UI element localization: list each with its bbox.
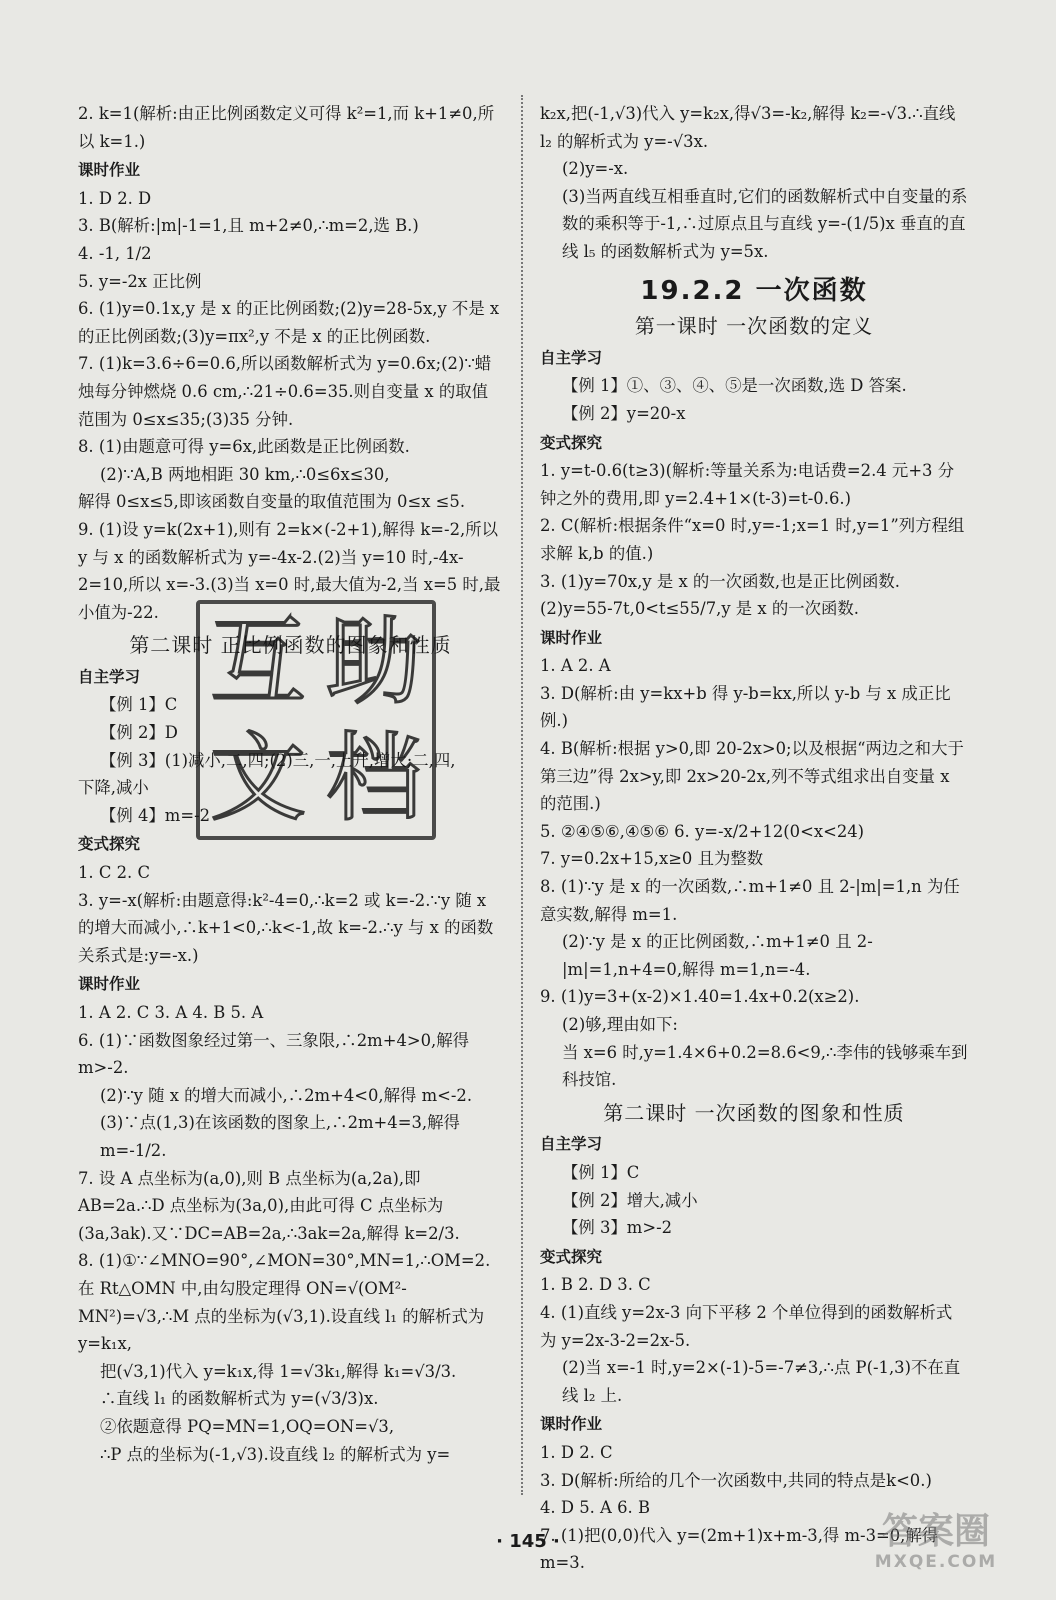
stamp-char: 互 — [210, 606, 306, 718]
subsection-heading: 课时作业 — [540, 1415, 603, 1434]
answer-line: (2)当 x=-1 时,y=2×(-1)-5=-7≠3,∴点 P(-1,3)不在直线 l₂ 上. — [562, 1358, 961, 1405]
answer-line: 7. 设 A 点坐标为(a,0),则 B 点坐标为(a,2a),即 AB=2a.∴D 点坐标为(3a,0),由此可得 C 点坐标为(3a,3ak).又∵DC=AB=2a,∴3ak=2a,解得 k=2/3. — [78, 1168, 460, 1243]
answer-line: 1. B 2. D 3. C — [540, 1275, 651, 1295]
subsection-heading: 自主学习 — [540, 1135, 603, 1154]
answer-line: 4. D 5. A 6. B — [540, 1498, 650, 1518]
answer-line: 4. B(解析:根据 y>0,即 20-2x>0;以及根据“两边之和大于第三边”得 2x>y,即 2x>20-2x,列不等式组求出自变量 x 的范围.) — [540, 739, 964, 814]
answer-line: 1. A 2. C 3. A 4. B 5. A — [78, 1003, 264, 1022]
answer-line: 8. (1)∵y 是 x 的一次函数,∴m+1≠0 且 2-|m|=1,n 为任意实数,解得 m=1. — [540, 877, 960, 924]
answer-line: 1. D 2. D — [78, 188, 152, 208]
answer-line: 【例 2】D — [100, 723, 178, 743]
answer-line: 8. (1)①∵∠MNO=90°,∠MON=30°,MN=1,∴OM=2.在 Rt△OMN 中,由勾股定理得 ON=√(OM²-MN²)=√3,∴M 点的坐标为(√3,1).设直线 l₁ 的解析式为 y=k₁x, — [78, 1251, 491, 1354]
answer-line: 4. (1)直线 y=2x-3 向下平移 2 个单位得到的函数解析式为 y=2x-3-2=2x-5. — [540, 1302, 953, 1350]
answer-line: 3. (1)y=70x,y 是 x 的一次函数,也是正比例函数.(2)y=55-7t,0<t≤55/7,y 是 x 的一次函数. — [540, 571, 901, 619]
answer-line: 解得 0≤x≤5,即该函数自变量的取值范围为 0≤x ≤5. — [78, 492, 466, 512]
answer-line: (2)y=-x. — [562, 159, 629, 179]
answer-line: 2. k=1(解析:由正比例函数定义可得 k²=1,而 k+1≠0,所以 k=1.) — [78, 104, 495, 151]
subsection-heading: 课时作业 — [78, 161, 141, 180]
answer-line: 3. y=-x(解析:由题意得:k²-4=0,∴k=2 或 k=-2.∵y 随 x 的增大而减小,∴k+1<0,∴k<-1,故 k=-2.∴y 与 x 的函数关系式是:y=-x.) — [78, 890, 494, 965]
answer-line: 【例 3】m>-2 — [562, 1218, 673, 1238]
subsection-heading: 课时作业 — [540, 628, 603, 647]
subsection-heading: 自主学习 — [540, 348, 603, 367]
answer-line: ∴P 点的坐标为(-1,√3).设直线 l₂ 的解析式为 y= — [100, 1444, 451, 1464]
answer-line: (2)∵y 随 x 的增大而减小,∴2m+4<0,解得 m<-2. — [100, 1085, 473, 1105]
answer-line: (2)∵y 是 x 的正比例函数,∴m+1≠0 且 2-|m|=1,n+4=0,解得 m=1,n=-4. — [562, 932, 873, 979]
page-number: · 145 · — [496, 1531, 560, 1552]
answer-line: 3. B(解析:|m|-1=1,且 m+2≠0,∴m=2,选 B.) — [78, 216, 419, 236]
answer-line: 1. y=t-0.6(t≥3)(解析:等量关系为:电话费=2.4 元+3 分钟之外的费用,即 y=2.4+1×(t-3)=t-0.6.) — [540, 461, 955, 508]
column-divider — [521, 95, 523, 1495]
answer-line: 把(√3,1)代入 y=k₁x,得 1=√3k₁,解得 k₁=√3/3. — [100, 1361, 457, 1381]
answer-line: 【例 2】y=20-x — [562, 403, 686, 423]
answer-line: 7. (1)把(0,0)代入 y=(2m+1)x+m-3,得 m-3=0,解得 m=3. — [540, 1525, 939, 1573]
answer-line: 【例 3】(1)减小,二,四;(2)三,一,上升,增大;二,四, — [100, 750, 456, 770]
corner-logo-watermark — [836, 1512, 1036, 1582]
answer-line: (3)当两直线互相垂直时,它们的函数解析式中自变量的系数的乘积等于-1,∴过原点且与直线 y=-(1/5)x 垂直的直线 l₅ 的函数解析式为 y=5x. — [562, 186, 968, 261]
section-title: 19.2.2 一次函数 — [640, 275, 868, 306]
answer-line: (3)∵点(1,3)在该函数的图象上,∴2m+4=3,解得 m=-1/2. — [100, 1113, 460, 1160]
stamp-char: 档 — [326, 722, 422, 834]
answer-line: 【例 1】C — [562, 1162, 640, 1182]
answer-line: 7. y=0.2x+15,x≥0 且为整数 — [540, 849, 764, 869]
answer-line: 【例 2】增大,减小 — [562, 1190, 698, 1210]
answer-line: 1. C 2. C — [78, 863, 150, 883]
subsection-heading: 变式探究 — [540, 1247, 603, 1266]
answer-line: 下降,减小 — [78, 778, 149, 798]
answer-line: ②依题意得 PQ=MN=1,OQ=ON=√3, — [100, 1416, 395, 1436]
corner-logo-text: 答案圈 — [881, 1511, 990, 1552]
answer-line: ∴直线 l₁ 的函数解析式为 y=(√3/3)x. — [100, 1389, 379, 1409]
answer-line: (2)够,理由如下: — [562, 1015, 678, 1034]
answer-line: 5. ②④⑤⑥,④⑤⑥ 6. y=-x/2+12(0<x<24) — [540, 821, 865, 841]
answer-line: 1. D 2. C — [540, 1442, 613, 1462]
answer-line: 7. (1)k=3.6÷6=0.6,所以函数解析式为 y=0.6x;(2)∵蜡烛每分钟燃烧 0.6 cm,∴21÷0.6=35.则自变量 x 的取值范围为 0≤x≤35;(3)35 分钟. — [78, 354, 492, 429]
answer-line: 3. D(解析:由 y=kx+b 得 y-b=kx,所以 y-b 与 x 成正比例.) — [540, 683, 951, 731]
answer-line: 【例 4】m=-2 — [100, 805, 211, 825]
answer-line: (2)∵A,B 两地相距 30 km,∴0≤6x≤30, — [100, 464, 390, 484]
stamp-char: 助 — [326, 606, 422, 718]
answer-line: 4. -1, 1/2 — [78, 243, 152, 263]
answer-line: 1. A 2. A — [540, 656, 611, 676]
answer-line: 3. D(解析:所给的几个一次函数中,共同的特点是k<0.) — [540, 1470, 932, 1490]
right-column — [540, 100, 968, 1577]
answer-line: 当 x=6 时,y=1.4×6+0.2=8.6<9,∴李伟的钱够乘车到科技馆. — [562, 1042, 968, 1090]
subsection-heading: 变式探究 — [78, 835, 141, 854]
answer-line: 9. (1)设 y=k(2x+1),则有 2=k×(-2+1),解得 k=-2,所以 y 与 x 的函数解析式为 y=-4x-2.(2)当 y=10 时,-4x-2=10,所以 x=-3.(3)当 x=0 时,最大值为-2,当 x=5 时,最小值为-22. — [78, 519, 501, 622]
answer-line: 2. C(解析:根据条件“x=0 时,y=-1;x=1 时,y=1”列方程组求解 k,b 的值.) — [540, 516, 965, 563]
answer-line: 【例 1】C — [100, 695, 178, 715]
subsection-heading: 课时作业 — [78, 975, 141, 994]
answer-line: 5. y=-2x 正比例 — [78, 271, 202, 291]
answer-line: 【例 1】①、③、④、⑤是一次函数,选 D 答案. — [562, 376, 907, 396]
stamp-char: 文 — [210, 722, 306, 834]
answer-line: 6. (1)y=0.1x,y 是 x 的正比例函数;(2)y=28-5x,y 不是 x 的正比例函数;(3)y=πx²,y 不是 x 的正比例函数. — [78, 299, 500, 346]
lesson-title: 第一课时 一次函数的定义 — [634, 314, 874, 339]
subsection-heading: 变式探究 — [540, 433, 603, 452]
answer-line: 9. (1)y=3+(x-2)×1.40=1.4x+0.2(x≥2). — [540, 987, 860, 1007]
answer-line: 6. (1)∵函数图象经过第一、三象限,∴2m+4>0,解得 m>-2. — [78, 1030, 470, 1078]
stamp-watermark — [196, 600, 436, 840]
lesson-title: 第二课时 一次函数的图象和性质 — [603, 1100, 905, 1125]
corner-logo-url: MXQE.COM — [874, 1552, 998, 1572]
subsection-heading: 自主学习 — [78, 667, 141, 686]
answer-line: 8. (1)由题意可得 y=6x,此函数是正比例函数. — [78, 437, 410, 457]
lesson-title: 第二课时 正比例函数的图象和性质 — [129, 633, 452, 658]
answer-line: k₂x,把(-1,√3)代入 y=k₂x,得√3=-k₂,解得 k₂=-√3.∴直线 l₂ 的解析式为 y=-√3x. — [540, 104, 956, 151]
